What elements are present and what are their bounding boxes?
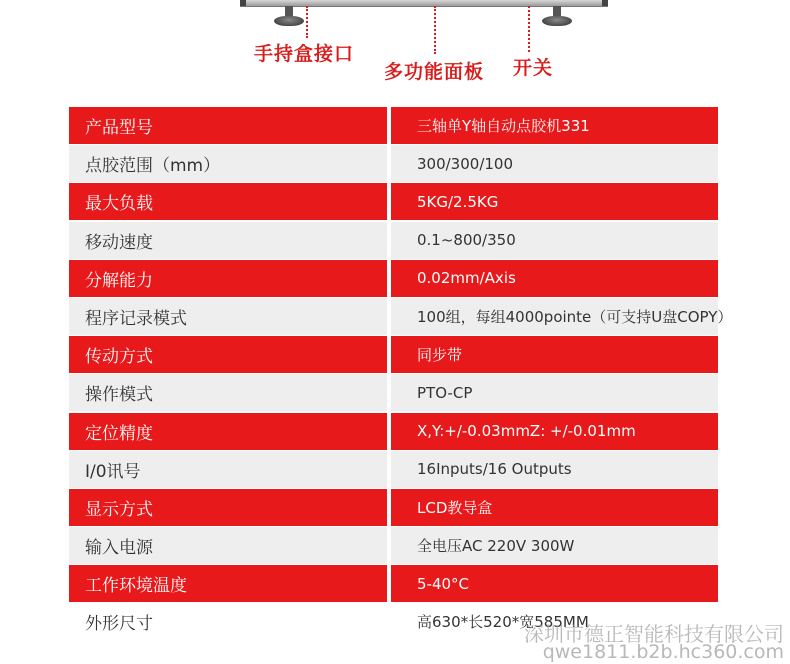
spec-label: 传动方式 [69, 336, 387, 373]
spec-label: 移动速度 [69, 222, 387, 259]
leader-line-switch [528, 6, 530, 52]
callout-switch: 开关 [513, 57, 554, 79]
spec-label: 程序记录模式 [69, 298, 387, 335]
spec-row [69, 413, 718, 451]
spec-row [69, 565, 718, 603]
spec-row [69, 489, 718, 527]
spec-value: 16Inputs/16 Outputs [391, 451, 718, 488]
spec-row [69, 222, 718, 260]
spec-row [69, 374, 718, 412]
watermark-company: 深圳市德正智能科技有限公司 [524, 622, 784, 646]
spec-value: 0.1~800/350 [391, 222, 718, 259]
spec-row [69, 107, 718, 145]
spec-table [69, 107, 733, 642]
spec-value: 同步带 [391, 336, 718, 373]
spec-label: 点胶范围（mm） [69, 145, 387, 182]
spec-row [69, 527, 718, 565]
spec-value: 300/300/100 [391, 145, 718, 182]
spec-label: 最大负载 [69, 183, 387, 220]
spec-label: 操作模式 [69, 374, 387, 411]
spec-value: 5-40°C [391, 565, 718, 602]
leader-line-handheld [306, 6, 308, 38]
spec-value: 0.02mm/Axis [391, 260, 718, 297]
spec-value: 三轴单Y轴自动点胶机331 [391, 107, 718, 144]
spec-label: 产品型号 [69, 107, 387, 144]
spec-label: I/0讯号 [69, 451, 387, 488]
spec-label: 显示方式 [69, 489, 387, 526]
spec-value: 高630*长520*宽585MM [391, 603, 718, 640]
machine-foot-left [274, 6, 304, 26]
spec-value: 100组，每组4000pointe（可支持U盘COPY） [391, 298, 718, 335]
spec-label: 工作环境温度 [69, 565, 387, 602]
spec-row [69, 260, 718, 298]
leader-line-panel [434, 6, 436, 54]
spec-row [69, 145, 718, 183]
spec-value: PTO-CP [391, 374, 718, 411]
callout-panel: 多功能面板 [384, 61, 485, 83]
spec-row [69, 298, 733, 336]
spec-value: 5KG/2.5KG [391, 183, 718, 220]
callout-handheld-box: 手持盒接口 [254, 43, 355, 65]
spec-label: 定位精度 [69, 413, 387, 450]
spec-label: 外形尺寸 [69, 603, 387, 640]
spec-value: 全电压AC 220V 300W [391, 527, 718, 564]
spec-label: 分解能力 [69, 260, 387, 297]
spec-row [69, 336, 718, 374]
spec-row [69, 451, 718, 489]
machine-foot-right [542, 6, 572, 26]
spec-row [69, 183, 718, 221]
spec-value: LCD教导盒 [391, 489, 718, 526]
spec-value: X,Y:+/-0.03mmZ: +/-0.01mm [391, 413, 718, 450]
watermark-site: qwe1811.b2b.hc360.com [542, 641, 784, 663]
spec-label: 输入电源 [69, 527, 387, 564]
